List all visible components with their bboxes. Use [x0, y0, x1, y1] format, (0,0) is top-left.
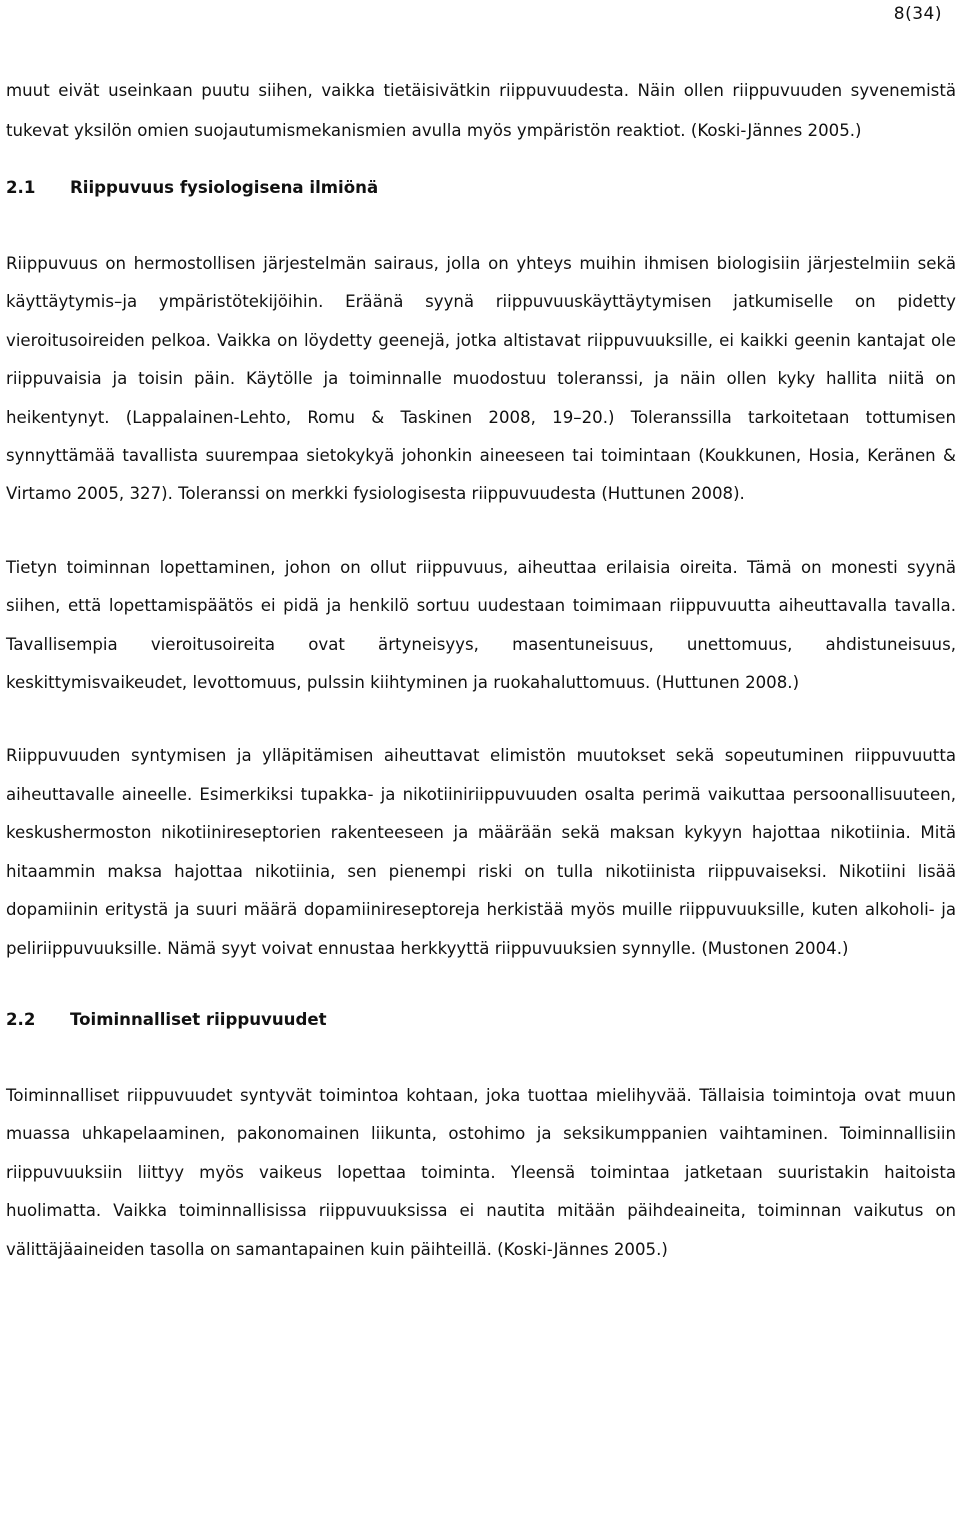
section-title: Toiminnalliset riippuvuudet — [70, 1009, 327, 1029]
page-number: 8(34) — [893, 4, 942, 24]
paragraph-functional-addictions: Toiminnalliset riippuvuudet syntyvät toimintoa kohtaan, joka tuottaa mielihyvää. Tällaisia toimintoja ovat muun muassa uhkapelaaminen, pakonomainen liikunta, ostohimo ja seksikumppanien vaihtaminen. Toiminnallisiin riippuvuuksiin liittyy myös vaikeus lopettaa toiminta. Yleensä toimintaa jatketaan suuristakin haitoista huolimatta. Vaikka toiminnallisissa riippuvuuksissa ei nautita mitään päihdeaineita, toiminnan vaikutus on välittäjäaineiden tasolla on samantapainen kuin päihteillä. (Koski-Jännes 2005.) — [6, 1085, 956, 1259]
paragraph-physiology: Riippuvuus on hermostollisen järjestelmän sairaus, jolla on yhteys muihin ihmisen biologisiin järjestelmiin sekä käyttäytymis–ja ympäristötekijöihin. Eräänä syynä riippuvuuskäyttäytymisen jatkumiselle on pidetty vieroitusoireiden pelkoa. Vaikka on löydetty geenejä, jotka altistavat riippuvuuksille, ei kaikki geenin kantajat ole riippuvaisia ja toisin päin. Käytölle ja toiminnalle muodostuu toleranssi, ja näin ollen kyky hallita niitä on heikentynyt. (Lappalainen-Lehto, Romu & Taskinen 2008, 19–20.) Toleranssilla tarkoitetaan tottumisen synnyttämää tavallista suurempaa sietokykyä johonkin aineeseen tai toimintaan (Koukkunen, Hosia, Keränen & Virtamo 2005, 327). Toleranssi on merkki fysiologisesta riippuvuudesta (Huttunen 2008). — [6, 254, 956, 504]
section-heading-2-1 — [6, 173, 956, 203]
paragraph-withdrawal-symptoms: Tietyn toiminnan lopettaminen, johon on ollut riippuvuus, aiheuttaa erilaisia oireita. Tämä on monesti syynä siihen, että lopettamispäätös ei pidä ja henkilö sortuu uudestaan toimimaan riippuvuutta aiheuttavalla tavalla. Tavallisempia vieroitusoireita ovat ärtyneisyys, masentuneisuus, unettomuus, ahdistuneisuus, keskittymisvaikeudet, levottomuus, pulssin kiihtyminen ja ruokahaluttomuus. (Huttunen 2008.) — [6, 557, 956, 693]
paragraph-intro: muut eivät useinkaan puutu siihen, vaikka tietäisivätkin riippuvuudesta. Näin ollen riippuvuuden syvenemistä tukevat yksilön omien suojautumismekanismien avulla myös ympäristön reaktiot. (Koski-Jännes 2005.) — [6, 81, 956, 140]
paragraph-addiction-origin: Riippuvuuden syntymisen ja ylläpitämisen aiheuttavat elimistön muutokset sekä sopeutuminen riippuvuutta aiheuttavalle aineelle. Esimerkiksi tupakka- ja nikotiiniriippuvuuden osalta perimä vaikuttaa persoonallisuuteen, keskushermoston nikotiinireseptorien rakenteeseen ja määrään sekä maksan kykyyn hajottaa nikotiinia. Mitä hitaammin maksa hajottaa nikotiinia, sen pienempi riski on tulla nikotiinista riippuvaiseksi. Nikotiini lisää dopamiinin eritystä ja suuri määrä dopamiinireseptoreja herkistää myös muille riippuvuuksille, kuten alkoholi- ja peliriippuvuuksille. Nämä syyt voivat ennustaa herkkyyttä riippuvuuksien synnylle. (Mustonen 2004.) — [6, 746, 956, 958]
section-title: Riippuvuus fysiologisena ilmiönä — [70, 178, 379, 197]
page-content — [6, 71, 956, 1269]
section-number: 2.1 — [6, 178, 36, 197]
section-heading-2-2 — [6, 1005, 956, 1035]
section-number: 2.2 — [6, 1009, 36, 1029]
